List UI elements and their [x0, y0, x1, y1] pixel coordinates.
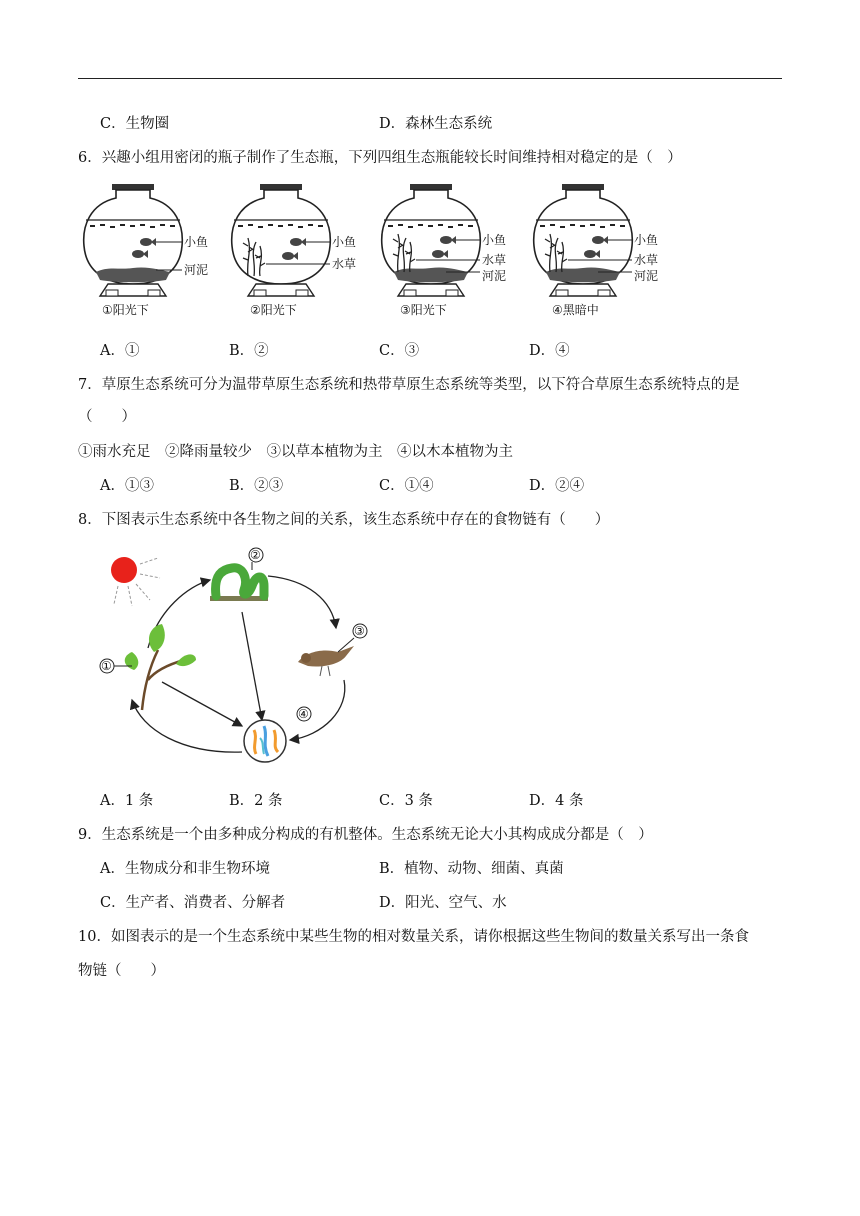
jar-4-caption: ④黑暗中: [552, 303, 599, 317]
q6-option-c: C．③: [379, 343, 420, 359]
q9-option-b: B．植物、动物、细菌、真菌: [379, 861, 564, 877]
jar-2-label-fish: 小鱼: [332, 235, 357, 249]
jar-3-label-fish: 小鱼: [482, 233, 507, 247]
q9-option-a: A．生物成分和非生物环境: [100, 861, 270, 877]
bird-icon: [298, 646, 354, 676]
jar-4-label-fish: 小鱼: [634, 233, 659, 247]
jar-3-caption: ③阳光下: [400, 303, 447, 317]
jar-1: [84, 184, 208, 317]
svg-text:③: ③: [354, 624, 365, 638]
plant-icon: [125, 624, 196, 710]
q7-stem: 7．草原生态系统可分为温带草原生态系统和热带草原生态系统等类型，以下符合草原生态系统特点的是: [78, 377, 740, 393]
jar-3-label-weed: 水草: [482, 253, 507, 267]
q6-option-a: A．①: [100, 343, 140, 359]
jar-2: [232, 184, 356, 317]
jar-1-label-fish: 小鱼: [184, 235, 209, 249]
q8-option-d: D．4 条: [529, 793, 584, 809]
q9-option-d: D．阳光、空气、水: [379, 895, 507, 911]
sun-icon: [111, 557, 160, 606]
svg-text:②: ②: [250, 548, 261, 562]
q6-ecosystem-jars-figure: [78, 180, 698, 325]
jar-2-caption: ②阳光下: [250, 303, 297, 317]
q6-option-b: B．②: [229, 343, 269, 359]
jar-3: [382, 184, 506, 317]
q7-option-c: C．①④: [379, 478, 434, 494]
q5-option-c: C．生物圈: [100, 116, 170, 132]
q6-option-d: D．④: [529, 343, 570, 359]
q9-stem: 9．生态系统是一个由多种成分构成的有机整体。生态系统无论大小其构成成分都是（ ）: [78, 827, 653, 843]
decomposer-icon: [244, 720, 286, 762]
jar-2-label-weed: 水草: [332, 257, 357, 271]
q10-stem: 10．如图表示的是一个生态系统中某些生物的相对数量关系，请你根据这些生物间的数量关系写出一条食: [78, 929, 749, 945]
header-rule: [78, 78, 782, 79]
marker-2: [249, 548, 263, 570]
q7-option-b: B．②③: [229, 478, 284, 494]
q5-option-d: D．森林生态系统: [379, 116, 493, 132]
jar-4: [534, 184, 658, 317]
q8-option-c: C．3 条: [379, 793, 433, 809]
q10-stem-cont: 物链（ ）: [78, 963, 165, 979]
svg-text:④: ④: [298, 707, 309, 721]
marker-4: [297, 707, 311, 721]
q8-food-web-figure: [92, 540, 382, 775]
jar-4-label-weed: 水草: [634, 253, 659, 267]
q6-stem: 6．兴趣小组用密闭的瓶子制作了生态瓶，下列四组生态瓶能较长时间维持相对稳定的是（ ）: [78, 150, 682, 166]
jar-3-label-mud: 河泥: [482, 269, 507, 283]
jar-1-caption: ①阳光下: [102, 303, 149, 317]
jar-4-label-mud: 河泥: [634, 269, 659, 283]
caterpillar-icon: [210, 568, 268, 601]
q9-option-c: C．生产者、消费者、分解者: [100, 895, 286, 911]
q7-option-d: D．②④: [529, 478, 585, 494]
svg-text:①: ①: [101, 659, 112, 673]
q7-statements: ①雨水充足 ②降雨量较少 ③以草本植物为主 ④以木本植物为主: [78, 444, 513, 460]
q8-option-a: A．1 条: [100, 793, 154, 809]
jar-1-label-mud: 河泥: [184, 263, 209, 277]
q7-stem-cont: （ ）: [78, 409, 136, 425]
q8-stem: 8．下图表示生态系统中各生物之间的关系，该生态系统中存在的食物链有（ ）: [78, 512, 610, 528]
q7-option-a: A．①③: [100, 478, 154, 494]
q8-option-b: B．2 条: [229, 793, 283, 809]
